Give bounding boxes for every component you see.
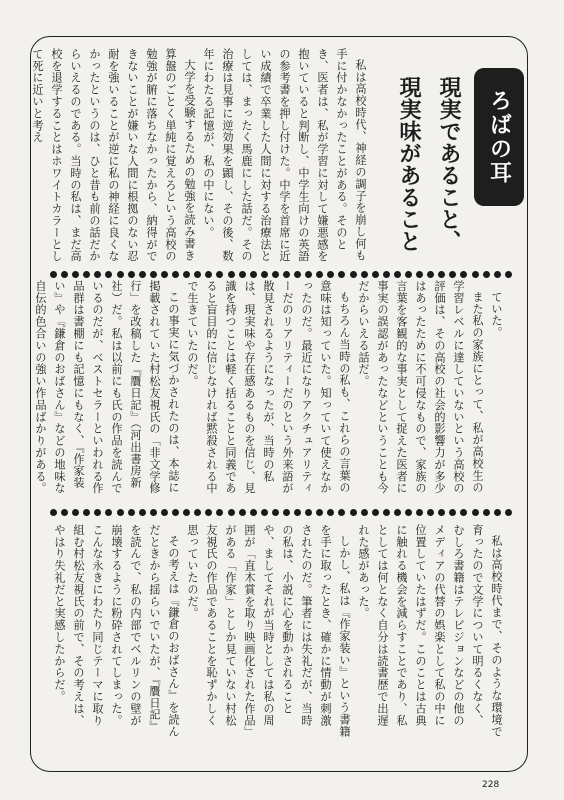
paragraph: この事実に気づかされたのは、本誌に掲載されていた村松友視氏の「非文学修行」を改稿した『贋日記』（河出書房新社）だ。私は以前にも氏の作品を読んでいるのだが、ベストセラーといわれる作品群は書棚にも記憶にもなく、『作家装い』や『鎌倉のおばさん』などの地味な自伝的色合いの強い作品ばかりがある。 bbox=[34, 280, 180, 495]
paragraph: もちろん当時の私も、これらの言葉の意味は知っていた。知っていて使えなかったのだ。最近になりアクチュアリティーだのリアリティーだのという外来語が散見されるようになったが、当時の私は、現実味や存在感あるものを信じ、見識を持つことは軽く括ることと同義であると盲目的に信じなければ黙殺される中で生きていたのだ。 bbox=[186, 280, 351, 495]
paragraph: しかし、私は『作家装い』という書籍を手に取ったとき、確かに情動が刺激されたのだ。筆者には失礼だが、当時の私は、小説に心を動かされることや、ましてそれが当時としては私の周囲が「直木賞を取り映画化された作品」がある「作家」としか見ていない村松友視氏の作品であることを恥ずかしく思っていたのだ。 bbox=[186, 524, 351, 738]
paragraph: その考えは『鎌倉のおばさん』を読んだときから揺らいでいたが、『贋日記』を読んで、私の内部でベルリンの壁が崩壊するように粉砕されてしまった。こんな永きにわたり同じテーマに取り組む村松友視氏の前で、その考えは、やはり失礼だと実感したからだ。 bbox=[53, 524, 180, 738]
paragraph: 私は高校時代、神経の調子を崩し何も手に付かなかったことがある。そのとき、医者は、私が学習に対して嫌悪感を抱いていると判断し、中学生向けの英語の参考書を押し付けた。中学を首席に近い成績で卒業した人間に対する治療法としては、まったく馬鹿にした話だ。その治療は見事に逆効果を顕し、その後、数年にわたる記憶が、私の中にない。 bbox=[202, 48, 367, 263]
dot-divider bbox=[50, 268, 512, 280]
text-block-top bbox=[31, 48, 370, 266]
paragraph: 大学を受験するための勉強を読み書き算盤のごとく単純に覚えろという高校の勉強が腑に落ちなかったから、納得ができないことが嫌いな人間に根拠のない忍耐を強いることが逆に私の神経に良くなかったというのは、ひと昔も前の話だからいえるのである。当時の私は、まだ高校を退学することはホワイトカラーとして死に近いと考え bbox=[31, 48, 196, 263]
title-line-2: 現実味があること bbox=[396, 76, 421, 252]
article-title bbox=[376, 76, 468, 256]
paragraph: ていた。 bbox=[490, 291, 503, 339]
paragraph: また私の家族にとって、私が高校生の学習レベルに達していないという高校の評価は、その高校の社会的影響力が多少はあったために不可侵なもので、家族の言葉を客観的な事実として捉えた医者に事実の誤認があったなどということも今だからいえる話だ。 bbox=[357, 280, 484, 495]
series-tab: ろばの耳 bbox=[474, 68, 524, 206]
paragraph: 私は高校時代まで、そのような環境で育ったので文学について明るくなく、むしろ書籍はテレビジョンなどの他のメディアの代替の娯楽として私の中に位置していたはずだ。このことは古典に触れる機会を減らすことであり、私としては何となく自分は読書歴で出遅れた感があった。 bbox=[357, 524, 503, 738]
dot-divider bbox=[50, 506, 512, 518]
page-number: 228 bbox=[482, 780, 500, 790]
text-block-middle bbox=[34, 280, 506, 500]
text-block-bottom bbox=[54, 524, 506, 738]
title-line-1: 現実であること、 bbox=[436, 76, 461, 252]
